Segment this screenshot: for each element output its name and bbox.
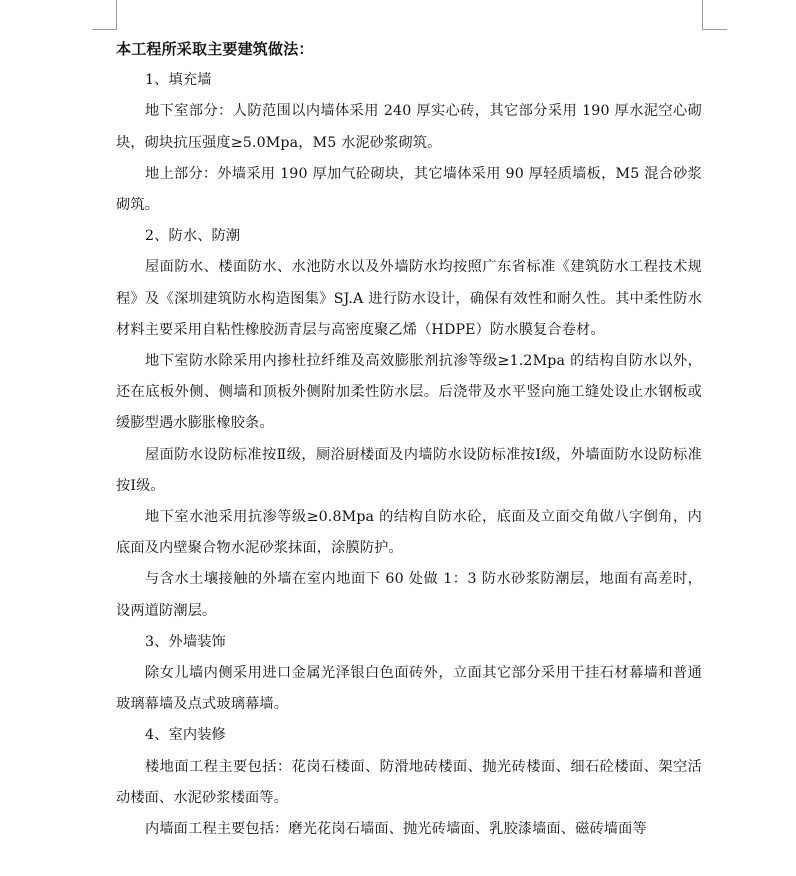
paragraph: 地上部分：外墙采用 190 厚加气砼砌块，其它墙体采用 90 厚轻质墙板，M5 混合砂浆砌筑。: [116, 165, 702, 214]
crop-mark-top-right-vertical: [702, 0, 703, 30]
crop-mark-top-left-vertical: [116, 0, 117, 30]
document-heading: 本工程所采取主要建筑做法：: [116, 40, 314, 58]
paragraph: 除女儿墙内侧采用进口金属光泽银白色面砖外，立面其它部分采用干挂石材幕墙和普通玻璃幕墙及点式玻璃幕墙。: [116, 665, 702, 713]
crop-mark-top-left-horizontal: [92, 29, 117, 30]
paragraph: 屋面防水设防标准按Ⅱ级，厕浴厨楼面及内墙防水设防标准按Ⅰ级，外墙面防水设防标准按Ⅰ级。: [116, 446, 702, 494]
section-title-interior-finish: 4、室内装修: [145, 727, 226, 744]
paragraph: 地下室水池采用抗渗等级≥0.8Mpa 的结构自防水砼，底面及立面交角做八字倒角，内底面及内壁聚合物水泥砂浆抹面，涂膜防护。: [116, 509, 702, 557]
document-body: [116, 34, 702, 845]
paragraph: 楼地面工程主要包括：花岗石楼面、防滑地砖楼面、抛光砖楼面、细石砼楼面、架空活动楼面、水泥砂浆楼面等。: [116, 758, 702, 806]
paragraph: 屋面防水、楼面防水、水池防水以及外墙防水均按照广东省标准《建筑防水工程技术规程》及《深圳建筑防水构造图集》SJ.A 进行防水设计，确保有效性和耐久性。其中柔性防水材料主要采用自粘性橡胶沥青层与高密度聚乙烯（HDPE）防水膜复合卷材。: [116, 259, 702, 338]
section-title-exterior-finish: 3、外墙装饰: [145, 633, 226, 650]
paragraph: 地下室部分：人防范围以内墙体采用 240 厚实心砖，其它部分采用 190 厚水泥空心砌块，砌块抗压强度≥5.0Mpa，M5 水泥砂浆砌筑。: [116, 103, 702, 151]
section-title-waterproofing: 2、防水、防潮: [145, 228, 241, 245]
section-title-fill-wall: 1、填充墙: [145, 72, 212, 89]
paragraph: 与含水土壤接触的外墙在室内地面下 60 处做 1：3 防水砂浆防潮层，地面有高差时，设两道防潮层。: [116, 571, 702, 619]
crop-mark-top-right-horizontal: [702, 29, 727, 30]
paragraph: 地下室防水除采用内掺杜拉纤维及高效膨胀剂抗渗等级≥1.2Mpa 的结构自防水以外，还在底板外侧、侧墙和顶板外侧附加柔性防水层。后浇带及水平竖向施工缝处设止水钢板或缓膨型遇水膨胀橡胶条。: [116, 353, 702, 432]
paragraph: 内墙面工程主要包括：磨光花岗石墙面、抛光砖墙面、乳胶漆墙面、磁砖墙面等: [145, 821, 647, 838]
